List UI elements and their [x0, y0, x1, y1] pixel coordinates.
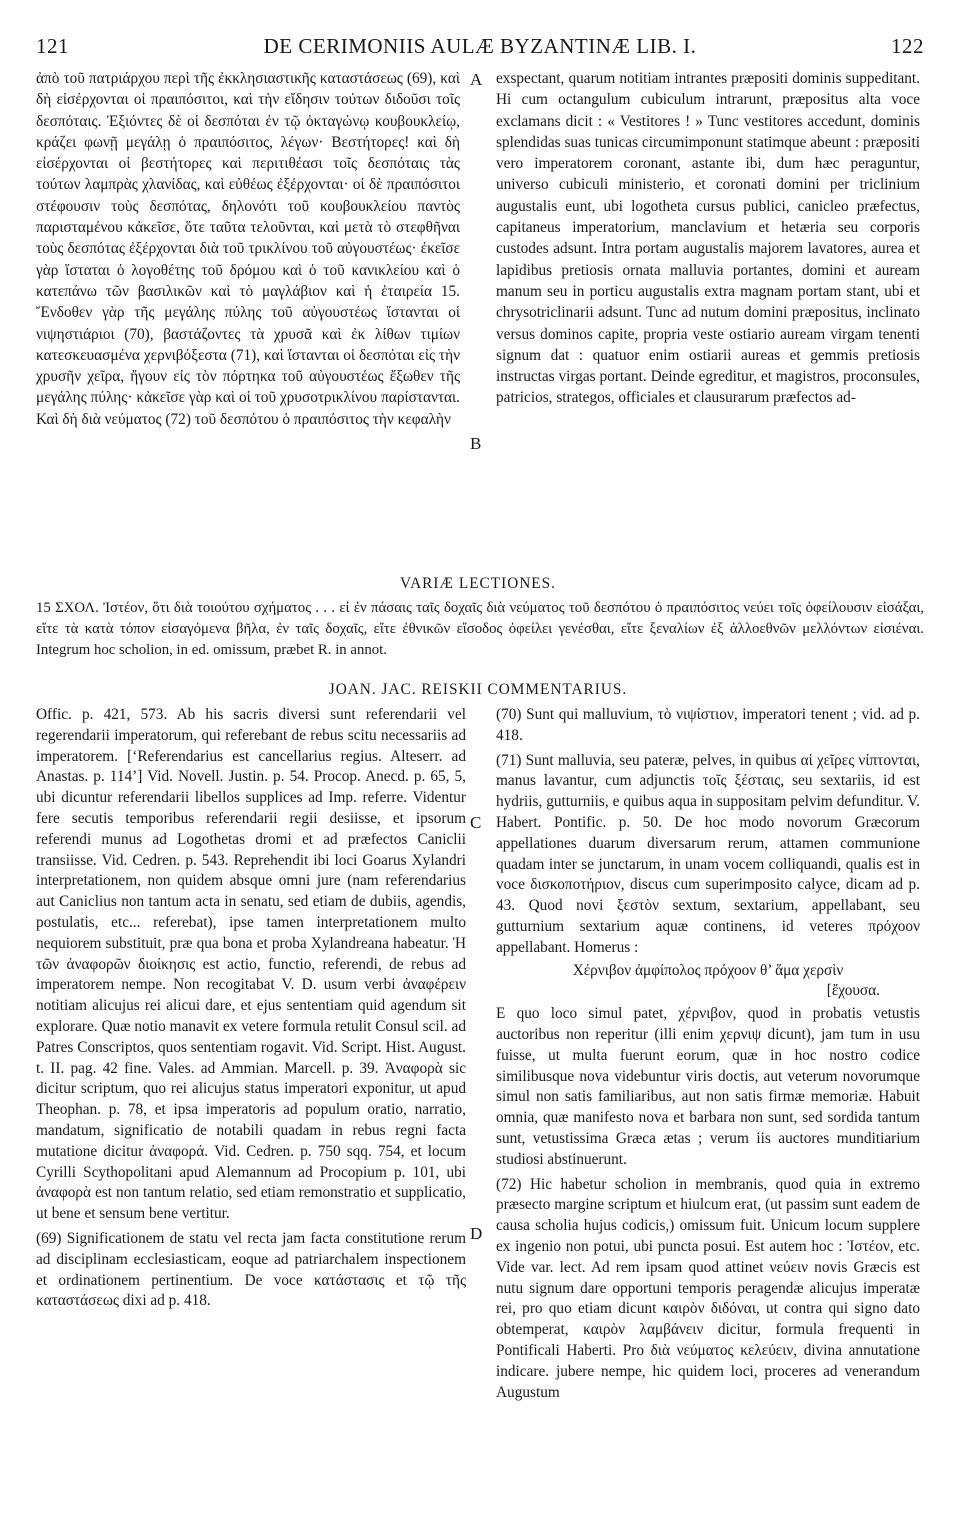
margin-letter-a: A — [470, 70, 483, 89]
margin-letter-b: B — [470, 434, 482, 453]
greek-text: ἀπὸ τοῦ πατριάρχου περὶ τῆς ἐκκλησιαστικῆς καταστάσεως (69), καὶ δὴ εἰσέρχονται οἱ πραιπόσιτοι, καὶ τὴν εἴδησιν τούτων διδοῦσι τοῖς δεσπόταις. Ἐξιόντες δὲ οἱ δεσπόται ἐν τῷ ὀκταγώνῳ κουβουκλείῳ, κράζει φωνῇ μεγάλῃ ὁ πραιπόσιτος, λέγων· Βεστήτορες! καὶ δὴ εἰσέρχονται οἱ βεστήτορες καὶ περιτιθέασι τοῖς δεσπόταις τὰς τούτων λαμπρὰς χλανίδας, καὶ εὐθέως ἐξέρχονται· οἱ δὲ πραιπόσιτοι στέφουσιν τοὺς δεσπότας, δηλονότι τοῦ κουβουκλείου παντὸς παρισταμένου κἀκεῖσε, ὅτε ταῦτα τελοῦνται, καὶ μετὰ τὸ στεφθῆναι τοὺς δεσπότας ἐξέρχονται διὰ τοῦ τρικλίνου τοῦ αὐγουστέως· ἐκεῖσε γὰρ ἵσταται ὁ λογοθέτης τοῦ δρόμου καὶ ὁ τοῦ κανικλείου καὶ ὁ κατεπάνω τῶν βασιλικῶν καὶ τὸ μαγλάβιον καὶ ἡ ἑταιρεία 15. Ἔνδοθεν γὰρ τῆς μεγάλης πύλης τοῦ αὐγουστέως ἵστανται οἱ νιψηστιάριοι (70), βαστάζοντες τὰ χρυσᾶ καὶ ἐκ λίθων τιμίων κατεσκευασμένα χερνιβόξεστα (71), καὶ ἵστανται οἱ δεσπόται εἰς τὴν χρυσῆν χεῖρα, ἤγουν εἰς τὸν πόρτηκα τοῦ αὐγουστέως ἔξωθεν τῆς μεγάλης πύλης· κἀκεῖσε γὰρ καὶ οἱ τοῦ χρυσοτρικλίνου παρίστανται. Καὶ δὴ διὰ νεύματος (72) τοῦ δεσπότου ὁ πραιπόσιτος τὴν κεφαλὴν — [36, 70, 460, 428]
latin-text-column — [496, 68, 920, 578]
margin-letter-d: D — [470, 1224, 483, 1243]
margin-letter-c: C — [470, 813, 482, 832]
commentary-paragraph: (72) Hic habetur scholion in membranis, quod quia in extremo præsecto margine scriptum et hiulcum erat, (ut passim sunt eadem de causa scholia hujus codicis,) omissum fuit. Unicum locum supplere ex ingenio non potui, ubi puncta posui. Est autem hoc : Ἰστέον, etc. Vide var. lect. Ad rem ipsam quod attinet νεύειν novis Græcis est nutu signum dare opportuni temporis peragendæ alicujus imperatæ rei, pro quo etiam dicunt καιρὸν διδόναι, ut contra qui signo dato obtemperat, καιρὸν λαμβάνειν dicitur, formula frequenti in Pontificali Haberti. Pro διὰ νεύματος κελεύειν, divina annutatione indicare. jubere nempe, hic quidem loci, proceres ad venerandum Augustum — [496, 1175, 920, 1401]
homer-quote — [496, 961, 920, 1003]
page-number-left: 121 — [36, 34, 69, 58]
commentary-paragraph: (69) Significationem de statu vel recta jam facta constitutione rerum ad disciplinam ecclesiasticam, eoque ad patriarchalem inspectionem et ordinationem pertinentium. De voce κατάστασις et τῷ τῆς καταστάσεως dixi ad p. 418. — [36, 1229, 466, 1310]
variae-lectiones-text: 15 ΣΧΟΛ. Ἰστέον, ὅτι διὰ τοιούτου σχήματος . . . εἰ ἐν πάσαις ταῖς δοχαῖς διὰ νεύματος τοῦ δεσπότου ὁ πραιπόσιτος νεύει τοῖς ὀφείλουσιν εἰσάξαι, εἴτε τὰ κατὰ τόπον εἰσαγόμενα βῆλα, ἐν ταῖς δοχαῖς, εἴτε ἐθνικῶν εἴσοδος ὀφείλει γενέσθαι, εἴτε ξεναλίων ἐξ ἀλλοεθνῶν μελλόντων εἰσιέναι. Integrum hoc scholion, in ed. omissum, præbet R. in annot. — [36, 600, 924, 658]
variae-lectiones-heading: VARIÆ LECTIONES. — [400, 575, 556, 592]
greek-text-column — [36, 68, 460, 578]
commentary-paragraph: (70) Sunt qui malluvium, τὸ νιψίστιον, imperatori tenent ; vid. ad p. 418. — [496, 706, 920, 744]
page-number-right: 122 — [891, 34, 924, 58]
commentary-left-column — [36, 705, 466, 1475]
running-header — [36, 34, 924, 58]
commentary-paragraph: E quo loco simul patet, χέρνιβον, quod in probatis vetustis auctoribus non reperitur (illi enim χερνιψ dicunt), jam tum in usu fuisse, ut multa fuerunt eorum, quæ in hoc nostro codice similibusque nova videbuntur viris doctis, aut veterum novorumque simul non satis familiaribus, aut non satis firmæ memoriæ. Habuit omnia, quæ manifesto nova et barbara non sunt, sed sordida tantum sunt, vetustissima Græca ætas ; verum iis auctores munditiarium studiosi abstinuerunt. — [496, 1005, 920, 1168]
homer-quote-end: [ἔχουσα. — [826, 982, 880, 1000]
running-title: DE CERIMONIIS AULÆ BYZANTINÆ LIB. I. — [263, 34, 697, 58]
commentarius-heading: JOAN. JAC. REISKII COMMENTARIUS. — [328, 681, 628, 698]
commentary-paragraph: Offic. p. 421, 573. Ab his sacris diversi sunt referendarii vel regerendarii imperatorum, qui referebant de rebus scitu necessariis ad imperatorem. [‘Referendarius est cancellarius regius. Alteserr. ad Anastas. p. 114’] Vid. Novell. Justin. p. 54. Procop. Anecd. p. 65, 5, ubi dicuntur referendarii libellos supplices ad Imp. referre. Videntur fere secutis temporibus referendarii regii desiisse, et ipsorum referendi munus ad Logothetas dromi et ad præfectos Caniclii transiisse. Vid. Cedren. p. 543. Reprehendit ibi loci Goarus Xylandri interpretationem, non quidem absque omni jure (nam referendarius aut Caniclius non tantum acta in senatu, sed etiam de dubiis, agendis, postulatis, etc... referebat), ipse tamen interpretationem multo nequiorem substituit, præ qua bona et proba Xylandreana habeatur. Ἡ τῶν ἀναφορῶν διοίκησις est actio, functio, referendi, de rebus ad imperatorem nempe. Non recogitabat V. D. usum verbi ἀναφέρειν notitiam alicujus rei alicui dare, et ejus sententiam quid agendum sit explorare. Quæ notio manavit ex vetere formula retulit Consul scil. ad Patres Conscriptos, quos sententiam rogavit. Vid. Script. Hist. August. t. II. pag. 42 fine. Vales. ad Ammian. Marcell. p. 39. Ἀναφορὰ sic dicitur scriptum, quo rei alicujus status imperatori exponitur, ut apud Theophan. p. 78, et ipsa imperatoris ad populum oratio, narratio, mandatum, significatio de notabili quadam in rebus regni facta mutatione dicitur ἀναφορά. Vid. Cedren. p. 750 sqq. 754, et locum Cyrilli Scythopolitani apud Alemannum ad Procopium p. 101, ubi ἀναφορὰ est non tantum relatio, sed etiam remonstratio et supplicatio, ut bene et sensum bene vertitur. — [36, 706, 466, 1223]
latin-text: exspectant, quarum notitiam intrantes præpositi dominis suppeditant. Hi cum octangulum cubiculum intrarunt, præpositus alta voce exclamans dicit : « Vestitores ! » Tunc vestitores accedunt, dominis splendidas suas tunicas circumimponunt statimque abeunt : præpositi vero imperatorem coronant, astante ibi, dum hæc peraguntur, universo cubiculi ministerio, et coronati domini per triclinium augustalis eunt, ubi logotheta cursus publici, canicleo præfectus, capitaneus imperatorium, manclavium et hetæria seu corporis custodes adsunt. Intra portam augustalis majorem lavatores, aurea et lapidibus pretiosis ornata malluvia portantes, domini et auream manum seu in porticu augustalis extra magnam portam stant, ubi et chrysotriclinarii adsunt. Tunc ad nutum domini præpositus, inclinato versus dominos capite, propria veste ostiario auream virgam tenenti signum dat : quatuor enim ostiarii aureas et gemmis pretiosis instructas virgas portant. Deinde egreditur, et magistros, proconsules, patricios, strategos, officiales et clausurarum præfectos ad- — [496, 70, 920, 407]
commentary-right-column — [496, 705, 920, 1515]
homer-quote-line: Χέρνιβον ἀμφίπολος πρόχοον θ’ ἅμα χερσὶν — [572, 961, 844, 979]
commentary-paragraph: (71) Sunt malluvia, seu pateræ, pelves, in quibus αἱ χεῖρες νίπτονται, manus lavantur, cum adjunctis τοῖς ξέσταις, seu sextariis, id est hydriis, gutturniis, e quibus aqua in suppositam pelvim defunditur. V. Habert. Pontific. p. 50. De hoc modo novorum Græcorum appellationes duarum diversarum rerum, attamen communione quadam inter se junctarum, in unam vocem colliquandi, qualis est in voce δισκοποτήριον, discus cum superimposito calyce, dicam ad p. 43. Quod novi ξεστὸν sextum, sextarium, appellabant, seu gutturnium sextarium aquæ continens, id veteres πρόχοον appellabant. Homerus : — [496, 751, 920, 956]
